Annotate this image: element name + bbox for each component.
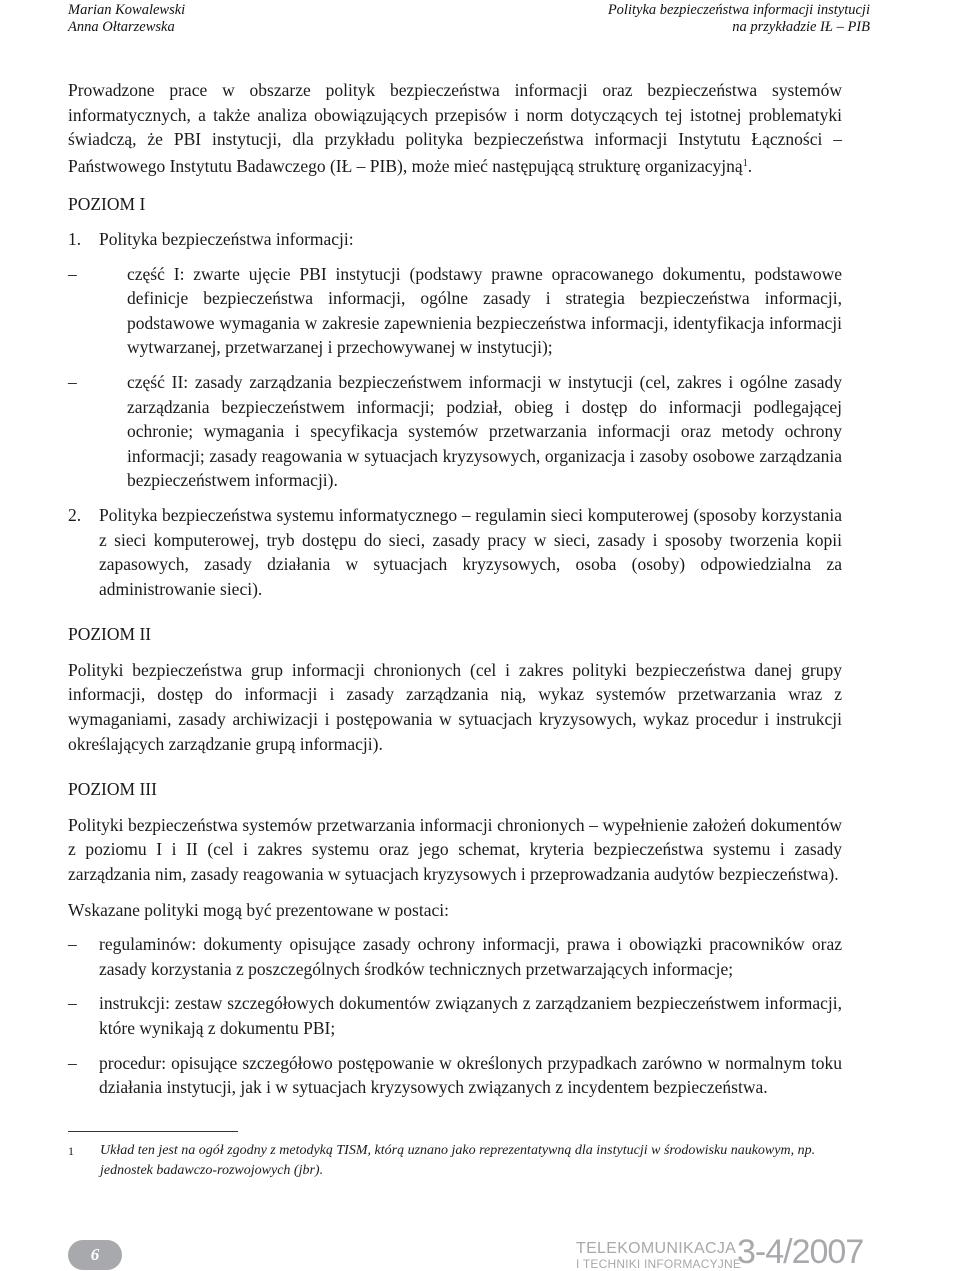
author-name: Marian Kowalewski [68, 2, 186, 18]
dash-bullet: – [68, 934, 77, 955]
level-3-paragraph: Polityki bezpieczeństwa systemów przetwarzania informacji chronionych – wypełnienie założeń dokumentów z poziomu I i II (cel i zakres systemu oraz jego schemat, kryteria bezpieczeństwa systemu i zasady zarządzania nim, zasady reagowania w sytuacjach kryzysowych i przeprowadzania audytów bezpieczeństwa). [68, 814, 842, 885]
header-title-line: Polityka bezpieczeństwa informacji instytucji [607, 2, 870, 18]
brand-line: I TECHNIKI INFORMACYJNE [576, 1257, 742, 1271]
footnote-text: Układ ten jest na ogół zgodny z metodyką TISM, którą uznano jako reprezentatywną dla instytucji w środowisku naukowym, np. jednostek badawczo-rozwojowych (jbr). [100, 1143, 816, 1178]
numbered-item-2 [68, 503, 842, 601]
brand-line: TELEKOMUNIKACJA [576, 1240, 737, 1257]
parts-list [68, 262, 842, 493]
footnote [68, 1141, 842, 1181]
level-2-heading: POZIOM II [68, 624, 152, 645]
list-item-text: część I: zwarte ujęcie PBI instytucji (podstawy prawne opracowanego dokumentu, podstawowe definicje bezpieczeństwa informacji, ogólne zasady i strategia bezpieczeństwa informacji, podstawowe wymagania w zakresie zapewnienia bezpieczeństwa informacji, identyfikacja informacji wytwarzanej, przetwarzanej i przechowywanej w instytucji); [127, 263, 842, 358]
numbered-item-1 [68, 227, 842, 252]
footnote-reference[interactable]: 1 [742, 157, 748, 169]
dash-bullet: – [68, 1052, 77, 1073]
dash-bullet: – [68, 371, 77, 392]
level-3-heading: POZIOM III [68, 779, 157, 800]
dash-bullet: – [68, 993, 77, 1014]
list-item [68, 370, 842, 493]
footnote-mark: 1 [68, 1144, 74, 1158]
running-header-authors [68, 2, 185, 36]
list-item [68, 991, 842, 1040]
item-number: 2. [68, 504, 82, 525]
footnote-divider [68, 1131, 238, 1132]
item-number: 1. [68, 228, 82, 249]
intro-end: . [747, 155, 753, 176]
list-item-text: instrukcji: zestaw szczegółowych dokumentów związanych z zarządzaniem bezpieczeństwem informacji, które wynikają z dokumentu PBI; [99, 993, 842, 1038]
list-item [68, 262, 842, 360]
dash-bullet: – [68, 263, 77, 284]
item-text: Polityka bezpieczeństwa systemu informatycznego – regulamin sieci komputerowej (sposoby korzystania z sieci komputerowej, tryb dostępu do sieci, zasady pracy w sieci, zasady i sposoby tworzenia kopii zapasowych, zasady działania w sytuacjach kryzysowych, osoba (osoby) odpowiedzialna za administrowanie sieci). [99, 504, 842, 599]
item-text: Polityka bezpieczeństwa informacji: [99, 228, 354, 249]
page-number: 6 [68, 1240, 122, 1270]
level-2-paragraph: Polityki bezpieczeństwa grup informacji chronionych (cel i zakres polityki bezpieczeństwa danej grupy informacji, dostęp do informacji i zasady zarządzania nią, wykaz systemów przetwarzania wraz z wymaganiami, zasady archiwizacji i postępowania w sytuacjach kryzysowych, wykaz procedur i instrukcji określających zarządzanie grupą informacji). [68, 659, 842, 754]
forms-intro: Wskazane polityki mogą być prezentowane w postaci: [68, 899, 449, 920]
article-body [68, 78, 842, 1100]
intro-text: Prowadzone prace w obszarze polityk bezpieczeństwa informacji oraz bezpieczeństwa systemów informatycznych, a także analiza obowiązujących przepisów i norm dotyczących tej istotnej problematyki świadczą, że PBI instytucji, dla przykładu polityka bezpieczeństwa informacji Instytutu Łączności – Państwowego Instytutu Badawczego (IŁ – PIB), może mieć następującą strukturę organizacyjną [68, 80, 842, 176]
intro-paragraph [68, 78, 842, 178]
level-1-heading: POZIOM I [68, 194, 146, 215]
header-title-line: na przykładzie IŁ – PIB [732, 19, 870, 35]
journal-brand [576, 1241, 741, 1271]
list-item-text: część II: zasady zarządzania bezpieczeństwem informacji w instytucji (cel, zakres i ogólne zasady zarządzania bezpieczeństwem informacji; podział, obieg i dostęp do informacji podlegającej ochronie; wymagania i specyfikacja systemów przetwarzania informacji oraz metody ochrony informacji; zasady reagowania w sytuacjach kryzysowych, organizacja i zasoby osobowe zarządzania bezpieczeństwem informacji). [127, 371, 842, 491]
forms-list [68, 932, 842, 1100]
list-item [68, 932, 842, 981]
list-item [68, 1051, 842, 1100]
running-header-title [608, 2, 870, 36]
issue-number: 3-4/2007 [737, 1233, 864, 1271]
author-name: Anna Ołtarzewska [68, 19, 175, 35]
list-item-text: regulaminów: dokumenty opisujące zasady ochrony informacji, prawa i obowiązki pracowników oraz zasady korzystania z poszczególnych środków technicznych przetwarzających informacje; [99, 934, 842, 979]
list-item-text: procedur: opisujące szczegółowo postępowanie w określonych przypadkach zarówno w normalnym toku działania instytucji, jak i w sytuacjach kryzysowych związanych z incydentem bezpieczeństwa. [99, 1052, 842, 1098]
